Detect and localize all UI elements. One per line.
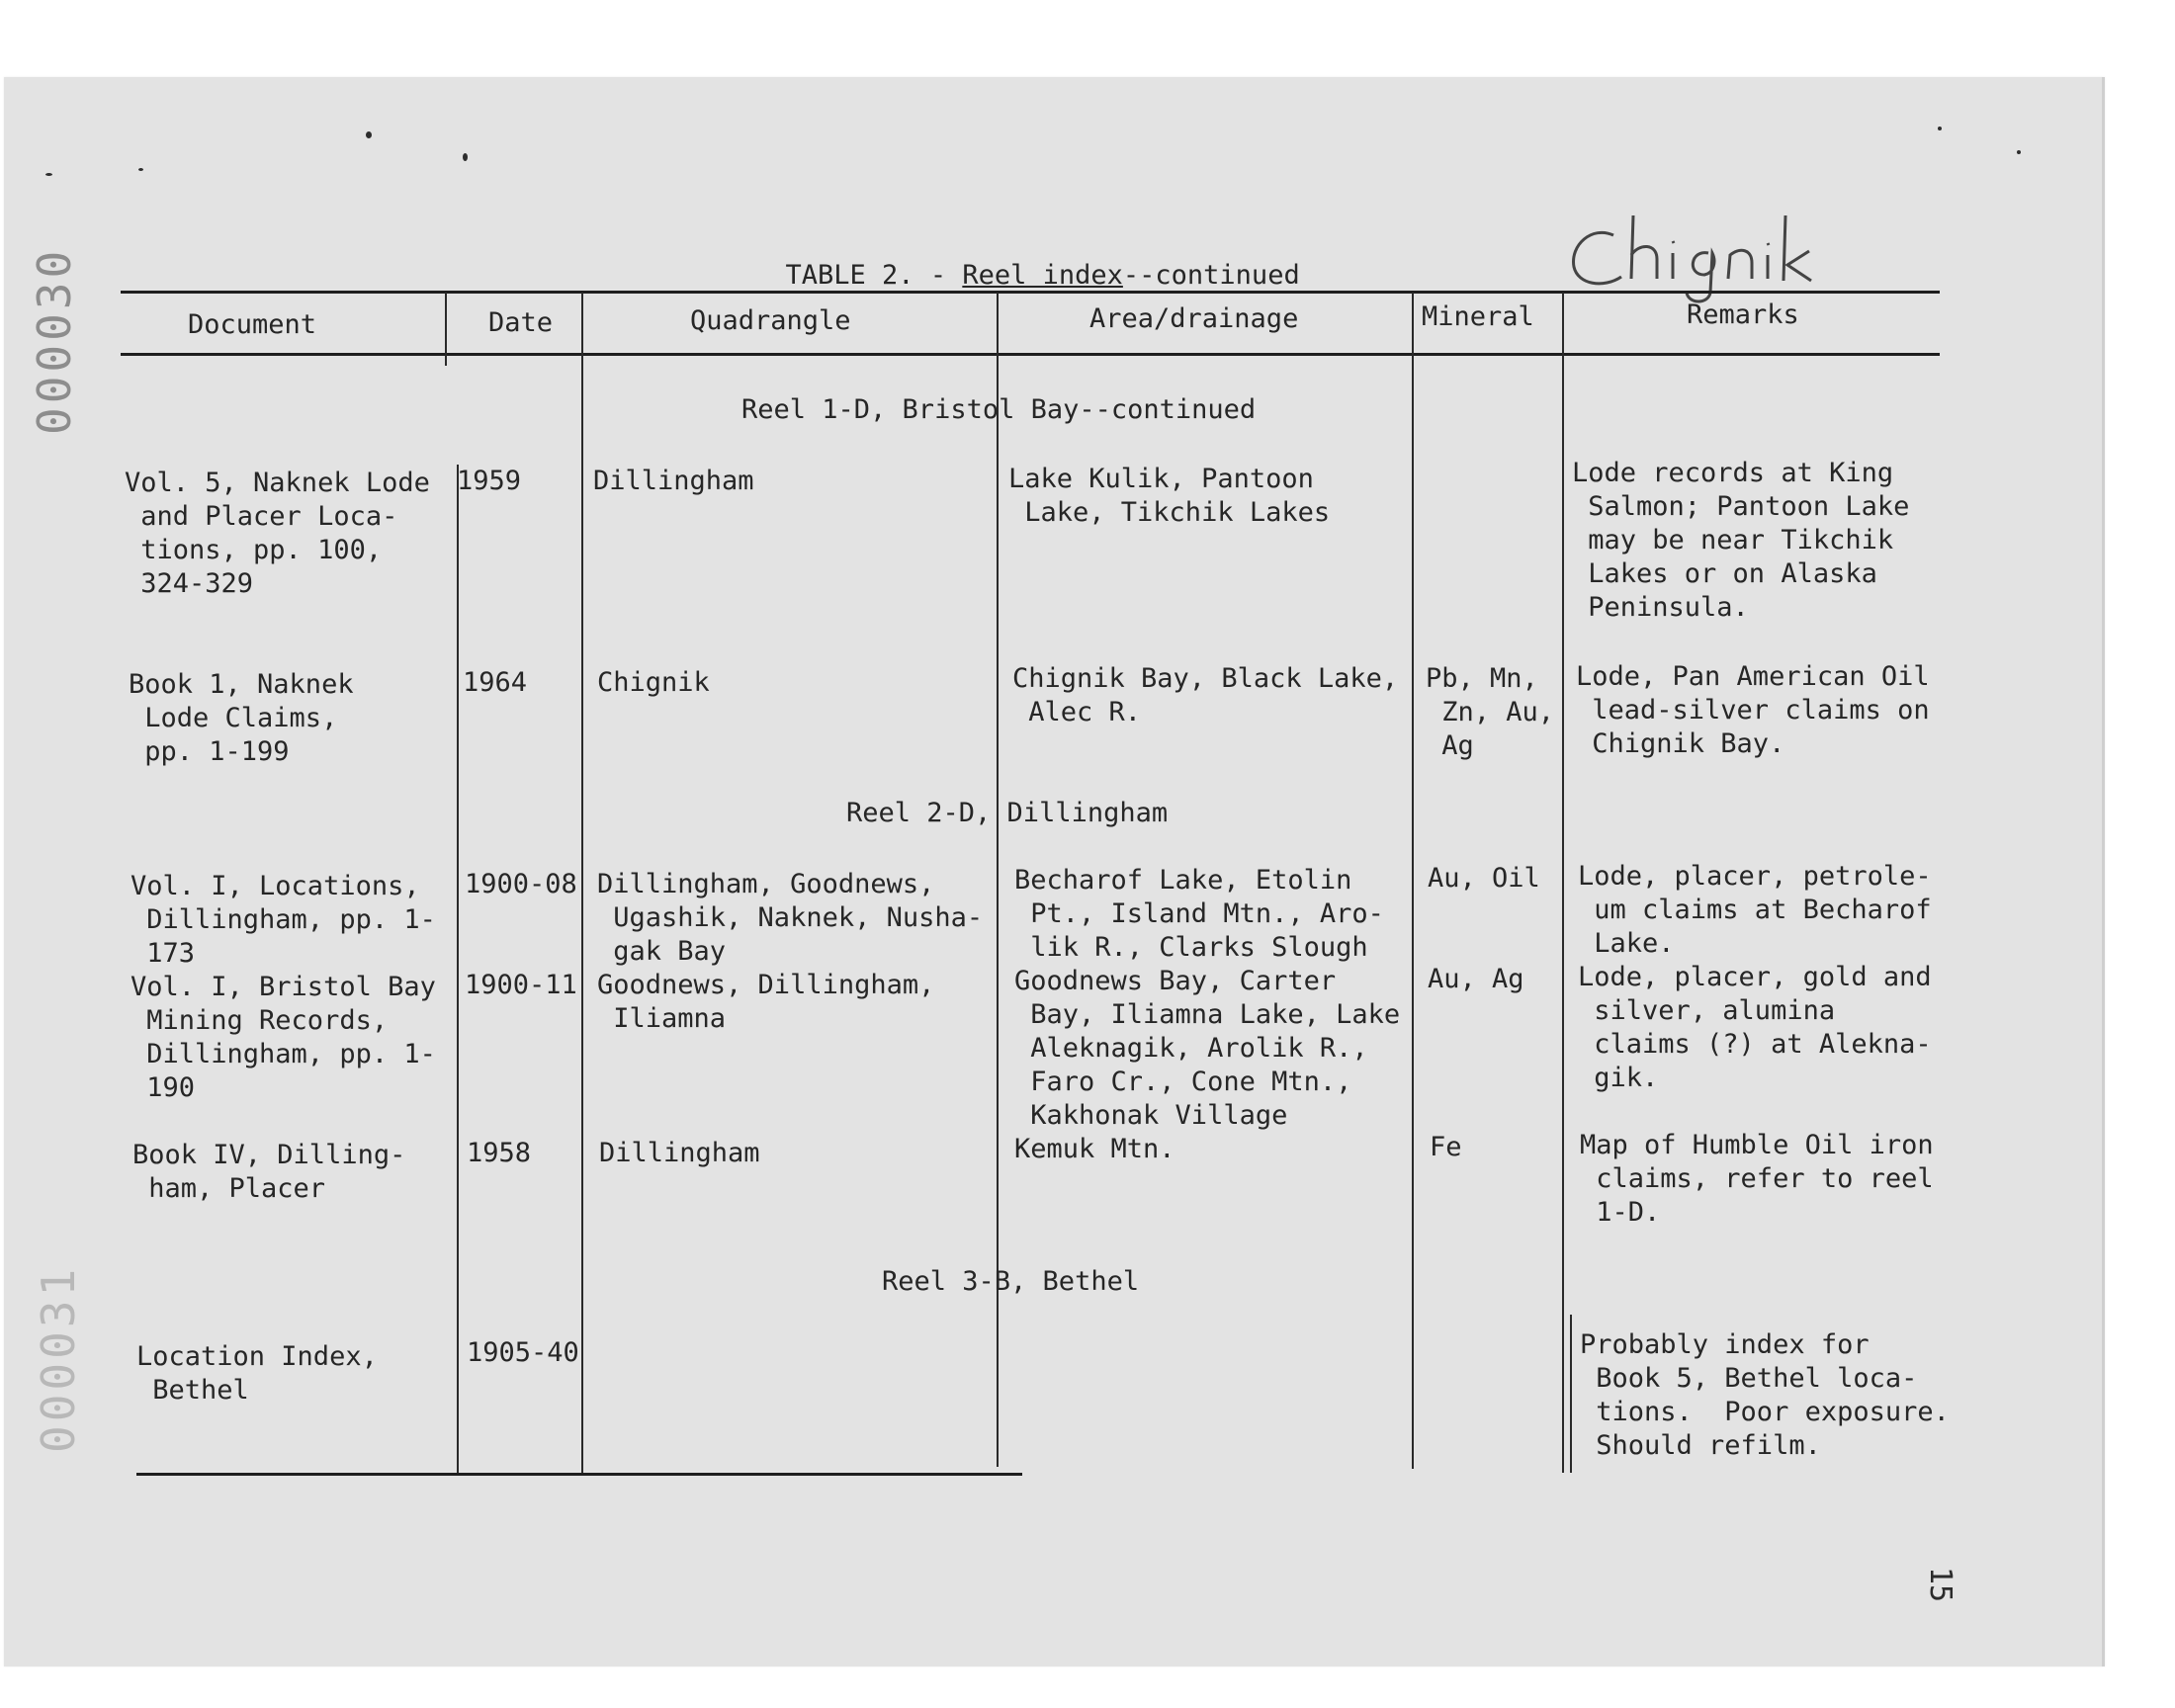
cell-remarks: Lode records at King Salmon; Pantoon Lake may be near Tikchik Lakes or on Alaska Peninsula. bbox=[1572, 458, 1910, 623]
scan-speck bbox=[1938, 127, 1942, 130]
cell-quadrangle: Dillingham bbox=[599, 1138, 760, 1168]
table-title-prefix: TABLE 2. - bbox=[785, 260, 963, 291]
cell-quadrangle: Dillingham, Goodnews, Ugashik, Naknek, Nusha- gak Bay bbox=[597, 869, 984, 967]
scan-speck bbox=[45, 173, 52, 176]
cell-remarks: Map of Humble Oil iron claims, refer to reel 1-D. bbox=[1580, 1130, 1934, 1228]
cell-mineral: Pb, Mn, Zn, Au, Ag bbox=[1426, 663, 1555, 761]
header-top-rule bbox=[121, 291, 1940, 294]
column-divider bbox=[581, 293, 583, 1473]
cell-area: Becharof Lake, Etolin Pt., Island Mtn., Aro- lik R., Clarks Slough bbox=[1014, 865, 1384, 963]
cell-mineral: Fe bbox=[1430, 1132, 1462, 1162]
cell-remarks: Lode, placer, gold and silver, alumina claims (?) at Alekna- gik. bbox=[1578, 962, 1932, 1093]
cell-document: Book IV, Dilling- ham, Placer bbox=[132, 1140, 406, 1204]
cell-area: Chignik Bay, Black Lake, Alec R. bbox=[1012, 663, 1399, 727]
cell-area: Kemuk Mtn. bbox=[1014, 1134, 1175, 1164]
cell-quadrangle: Chignik bbox=[597, 667, 710, 698]
cell-document: Vol. I, Bristol Bay Mining Records, Dillingham, pp. 1- 190 bbox=[130, 972, 436, 1103]
table-title bbox=[753, 225, 1300, 293]
scan-speck bbox=[138, 168, 143, 171]
cell-document: Vol. I, Locations, Dillingham, pp. 1- 173 bbox=[130, 871, 436, 969]
page-number: 15 bbox=[1923, 1567, 1958, 1603]
cell-area: Lake Kulik, Pantoon Lake, Tikchik Lakes bbox=[1008, 464, 1331, 528]
cell-document: Location Index, Bethel bbox=[136, 1341, 378, 1406]
section-heading: Reel 2-D, Dillingham bbox=[846, 798, 1169, 828]
column-header-quadrangle: Quadrangle bbox=[690, 305, 851, 336]
cell-mineral: Au, Ag bbox=[1428, 964, 1524, 994]
side-stamp: 000030 bbox=[28, 246, 81, 435]
table-title-suffix: --continued bbox=[1122, 260, 1300, 291]
table-bottom-rule bbox=[136, 1473, 1022, 1476]
scan-speck bbox=[463, 153, 468, 161]
cell-mineral: Au, Oil bbox=[1428, 863, 1540, 894]
cell-remarks: Lode, Pan American Oil lead-silver claims on Chignik Bay. bbox=[1576, 661, 1930, 759]
column-header-mineral: Mineral bbox=[1422, 301, 1534, 332]
column-divider bbox=[1562, 293, 1564, 1473]
column-divider bbox=[445, 293, 447, 366]
column-divider bbox=[457, 465, 459, 1473]
cell-date: 1900-11 bbox=[465, 970, 577, 1000]
column-divider bbox=[1570, 1315, 1572, 1473]
scan-speck bbox=[366, 131, 372, 138]
cell-date: 1958 bbox=[467, 1138, 532, 1168]
table-title-underlined: Reel index bbox=[962, 260, 1123, 291]
column-header-area: Area/drainage bbox=[1089, 303, 1299, 334]
header-bottom-rule bbox=[121, 353, 1940, 356]
cell-quadrangle: Dillingham bbox=[593, 466, 754, 496]
column-header-remarks: Remarks bbox=[1687, 299, 1799, 330]
section-heading: Reel 1-D, Bristol Bay--continued bbox=[741, 394, 1257, 425]
cell-date: 1900-08 bbox=[465, 869, 577, 899]
cell-remarks: Probably index for Book 5, Bethel loca- tions. Poor exposure. Should refilm. bbox=[1580, 1329, 1950, 1461]
column-header-document: Document bbox=[188, 309, 317, 340]
cell-document: Book 1, Naknek Lode Claims, pp. 1-199 bbox=[129, 669, 354, 767]
side-stamp-faint: 000031 bbox=[32, 1264, 85, 1453]
cell-quadrangle: Goodnews, Dillingham, Iliamna bbox=[597, 970, 935, 1034]
cell-area: Goodnews Bay, Carter Bay, Iliamna Lake, Lake Aleknagik, Arolik R., Faro Cr., Cone Mtn., Kakhonak Village bbox=[1014, 966, 1401, 1131]
cell-date: 1964 bbox=[463, 667, 528, 698]
column-header-date: Date bbox=[488, 307, 554, 338]
column-divider bbox=[1412, 293, 1414, 1469]
cell-remarks: Lode, placer, petrole- um claims at Becharof Lake. bbox=[1578, 861, 1932, 959]
cell-date: 1959 bbox=[457, 466, 522, 496]
section-heading: Reel 3-B, Bethel bbox=[882, 1266, 1140, 1297]
scan-speck bbox=[2017, 150, 2021, 154]
cell-date: 1905-40 bbox=[467, 1337, 579, 1368]
cell-document: Vol. 5, Naknek Lode and Placer Loca- tions, pp. 100, 324-329 bbox=[125, 468, 430, 599]
